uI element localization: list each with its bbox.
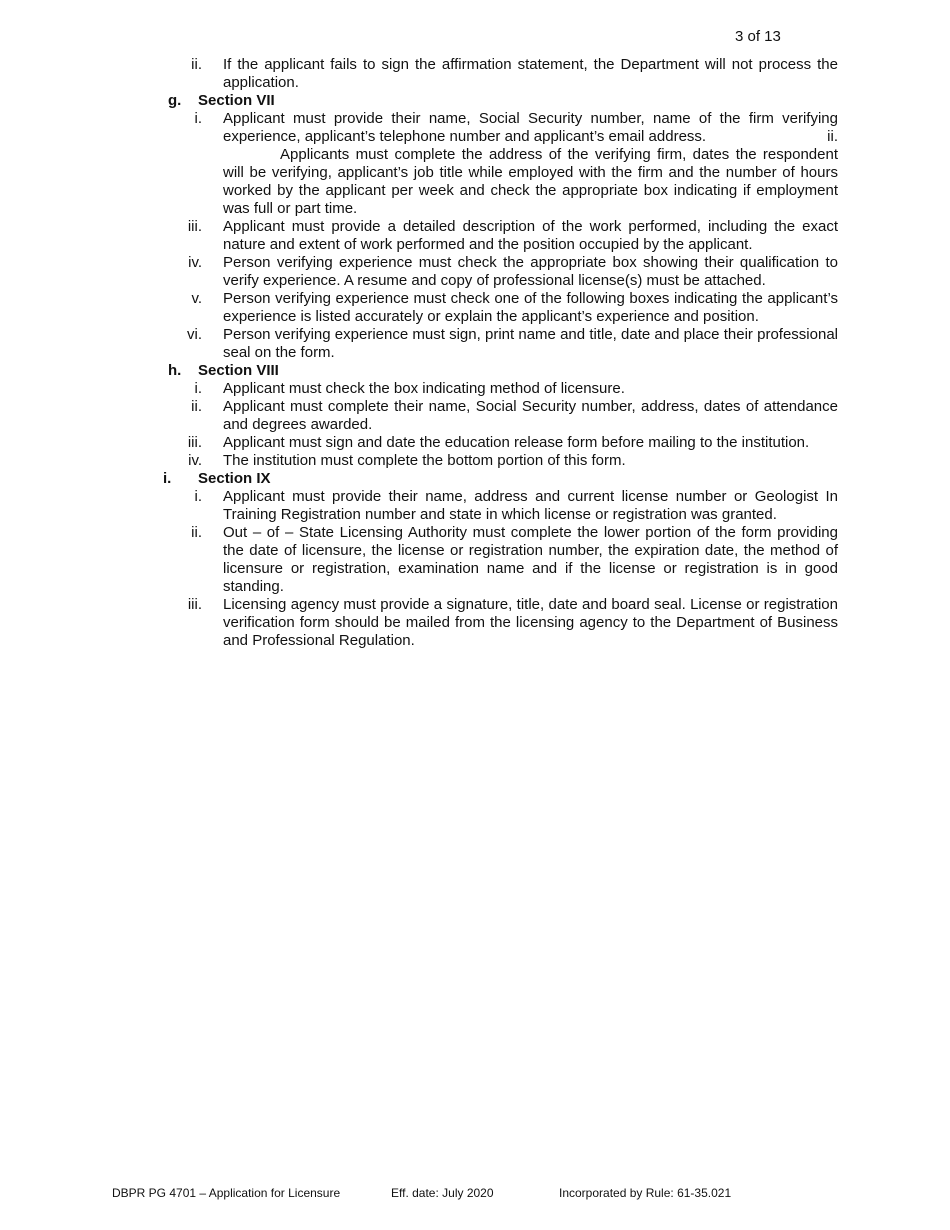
item-text: Applicant must provide their name, Social Security number, name of the firm verifying experience, applicant’s telephone number and applicant’s email address. bbox=[223, 110, 838, 145]
item-text: Applicant must sign and date the education release form before mailing to the institution. bbox=[223, 434, 810, 451]
list-item bbox=[0, 218, 950, 254]
item-marker: iv. bbox=[188, 254, 202, 271]
footer-rule: Incorporated by Rule: 61-35.021 bbox=[559, 1186, 732, 1200]
list-item bbox=[0, 254, 950, 290]
section-letter: h. bbox=[168, 362, 182, 379]
document-body bbox=[0, 56, 950, 650]
section-heading bbox=[0, 470, 950, 488]
list-item bbox=[0, 110, 950, 146]
item-text: Applicant must check the box indicating method of licensure. bbox=[223, 380, 625, 397]
list-item bbox=[0, 290, 950, 326]
item-text: Out – of – State Licensing Authority must complete the lower portion of the form providing the date of licensure, the license or registration number, the expiration date, the method of licensure or registration, examination name and if the license or registration is in good standing. bbox=[223, 524, 838, 595]
list-item bbox=[0, 596, 950, 650]
item-text: If the applicant fails to sign the affirmation statement, the Department will not process the application. bbox=[223, 56, 838, 91]
item-marker: i. bbox=[194, 110, 202, 127]
list-item bbox=[0, 452, 950, 470]
list-item bbox=[0, 398, 950, 434]
item-text: Licensing agency must provide a signature, title, date and board seal. License or registration verification form should be mailed from the licensing agency to the Department of Business and Professional Regulation. bbox=[223, 596, 838, 649]
item-marker: v. bbox=[191, 290, 202, 307]
item-text: Applicant must provide a detailed description of the work performed, including the exact nature and extent of work performed and the position occupied by the applicant. bbox=[223, 218, 838, 253]
item-marker: i. bbox=[194, 380, 202, 397]
item-text: Person verifying experience must check the appropriate box showing their qualification to verify experience. A resume and copy of professional license(s) must be attached. bbox=[223, 254, 838, 289]
item-marker: iii. bbox=[187, 434, 202, 451]
list-item bbox=[0, 524, 950, 596]
section-letter: i. bbox=[163, 470, 172, 487]
section-heading bbox=[0, 92, 950, 110]
list-item bbox=[0, 380, 950, 398]
item-marker: i. bbox=[194, 488, 202, 505]
item-marker: ii. bbox=[191, 524, 202, 541]
item-marker: iii. bbox=[187, 218, 202, 235]
item-text: Person verifying experience must sign, print name and title, date and place their professional seal on the form. bbox=[223, 326, 838, 361]
list-item bbox=[0, 434, 950, 452]
list-item bbox=[0, 326, 950, 362]
item-marker: ii. bbox=[191, 398, 202, 415]
page-number: 3 of 13 bbox=[735, 28, 781, 45]
footer-form-name: DBPR PG 4701 – Application for Licensure bbox=[112, 1186, 341, 1200]
section-title: Section IX bbox=[198, 470, 271, 487]
section-heading bbox=[0, 362, 950, 380]
item-marker: ii. bbox=[191, 56, 202, 73]
section-letter: g. bbox=[168, 92, 182, 109]
item-text: The institution must complete the bottom portion of this form. bbox=[223, 452, 626, 469]
footer-eff-date: Eff. date: July 2020 bbox=[391, 1186, 494, 1200]
item-text: Applicants must complete the address of the verifying firm, dates the respondent will be verifying, applicant’s job title while employed with the firm and the number of hours worked by the applicant per week and check the appropriate box indicating if employment was full or part time. bbox=[223, 146, 838, 217]
item-marker: vi. bbox=[187, 326, 202, 343]
list-item bbox=[0, 146, 950, 218]
section-title: Section VII bbox=[198, 92, 275, 109]
item-text: Person verifying experience must check one of the following boxes indicating the applicant’s experience is listed accurately or explain the applicant’s experience and position. bbox=[223, 290, 838, 325]
section-title: Section VIII bbox=[198, 362, 279, 379]
item-text: Applicant must complete their name, Social Security number, address, dates of attendance and degrees awarded. bbox=[223, 398, 838, 433]
list-item bbox=[0, 488, 950, 524]
item-marker: iii. bbox=[187, 596, 202, 613]
item-text: Applicant must provide their name, address and current license number or Geologist In Training Registration number and state in which license or registration was granted. bbox=[223, 488, 838, 523]
item-marker: ii. bbox=[827, 128, 838, 145]
item-marker: iv. bbox=[188, 452, 202, 469]
list-item bbox=[0, 56, 950, 92]
